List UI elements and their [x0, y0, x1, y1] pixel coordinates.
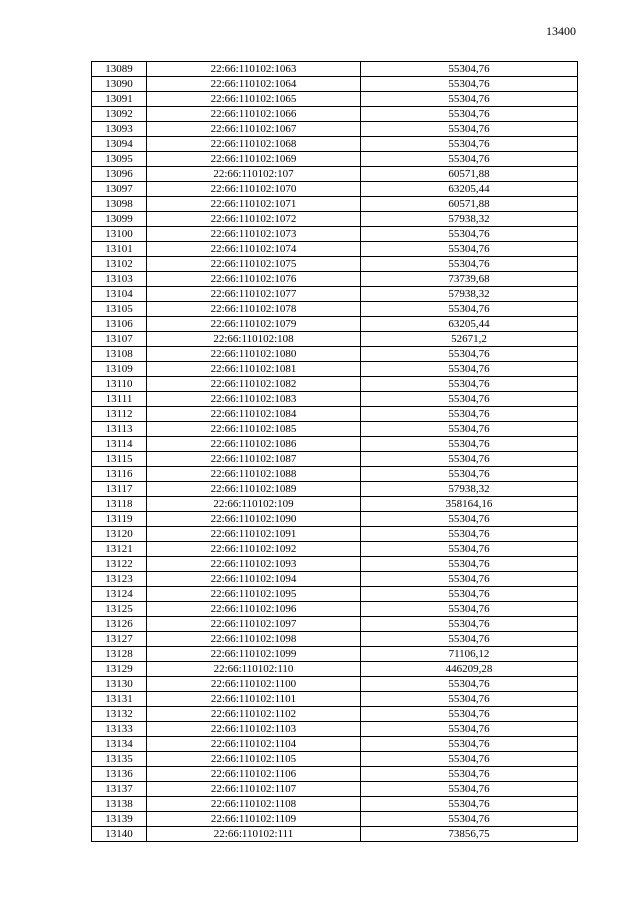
- cadastral-number-cell: 22:66:110102:1063: [147, 62, 361, 77]
- cadastral-number-cell: 22:66:110102:1079: [147, 317, 361, 332]
- row-number-cell: 13121: [92, 542, 147, 557]
- value-cell: 55304,76: [361, 452, 578, 467]
- value-cell: 55304,76: [361, 767, 578, 782]
- table-row: [92, 497, 578, 512]
- value-cell: 57938,32: [361, 212, 578, 227]
- row-number-cell: 13105: [92, 302, 147, 317]
- value-cell: 55304,76: [361, 407, 578, 422]
- table-row: [92, 632, 578, 647]
- table-row: [92, 77, 578, 92]
- table-row: [92, 212, 578, 227]
- row-number-cell: 13128: [92, 647, 147, 662]
- row-number-cell: 13114: [92, 437, 147, 452]
- cadastral-number-cell: 22:66:110102:1066: [147, 107, 361, 122]
- row-number-cell: 13091: [92, 92, 147, 107]
- value-cell: 55304,76: [361, 632, 578, 647]
- table-row: [92, 257, 578, 272]
- value-cell: 55304,76: [361, 572, 578, 587]
- value-cell: 55304,76: [361, 77, 578, 92]
- cadastral-number-cell: 22:66:110102:1108: [147, 797, 361, 812]
- table-row: [92, 122, 578, 137]
- table-row: [92, 392, 578, 407]
- table-row: [92, 662, 578, 677]
- cadastral-number-cell: 22:66:110102:1090: [147, 512, 361, 527]
- row-number-cell: 13103: [92, 272, 147, 287]
- table-row: [92, 482, 578, 497]
- cadastral-number-cell: 22:66:110102:109: [147, 497, 361, 512]
- table-row: [92, 677, 578, 692]
- cadastral-number-cell: 22:66:110102:110: [147, 662, 361, 677]
- value-cell: 55304,76: [361, 797, 578, 812]
- cadastral-number-cell: 22:66:110102:1097: [147, 617, 361, 632]
- cadastral-number-cell: 22:66:110102:1094: [147, 572, 361, 587]
- row-number-cell: 13115: [92, 452, 147, 467]
- row-number-cell: 13098: [92, 197, 147, 212]
- cadastral-number-cell: 22:66:110102:1091: [147, 527, 361, 542]
- value-cell: 55304,76: [361, 62, 578, 77]
- value-cell: 55304,76: [361, 677, 578, 692]
- table-row: [92, 812, 578, 827]
- table-row: [92, 557, 578, 572]
- value-cell: 73856,75: [361, 827, 578, 842]
- table-row: [92, 437, 578, 452]
- value-cell: 55304,76: [361, 737, 578, 752]
- table-row: [92, 317, 578, 332]
- cadastral-number-cell: 22:66:110102:1077: [147, 287, 361, 302]
- cadastral-number-cell: 22:66:110102:1075: [147, 257, 361, 272]
- cadastral-number-cell: 22:66:110102:1093: [147, 557, 361, 572]
- table-row: [92, 692, 578, 707]
- table-row: [92, 182, 578, 197]
- value-cell: 55304,76: [361, 242, 578, 257]
- cadastral-number-cell: 22:66:110102:1101: [147, 692, 361, 707]
- cadastral-number-cell: 22:66:110102:1067: [147, 122, 361, 137]
- value-cell: 55304,76: [361, 92, 578, 107]
- row-number-cell: 13116: [92, 467, 147, 482]
- table-row: [92, 62, 578, 77]
- cadastral-number-cell: 22:66:110102:1083: [147, 392, 361, 407]
- cadastral-number-cell: 22:66:110102:1065: [147, 92, 361, 107]
- row-number-cell: 13135: [92, 752, 147, 767]
- value-cell: 55304,76: [361, 422, 578, 437]
- row-number-cell: 13133: [92, 722, 147, 737]
- cadastral-number-cell: 22:66:110102:1092: [147, 542, 361, 557]
- table-row: [92, 152, 578, 167]
- table-row: [92, 752, 578, 767]
- row-number-cell: 13131: [92, 692, 147, 707]
- table-row: [92, 422, 578, 437]
- row-number-cell: 13129: [92, 662, 147, 677]
- cadastral-number-cell: 22:66:110102:1085: [147, 422, 361, 437]
- cadastral-number-cell: 22:66:110102:1087: [147, 452, 361, 467]
- table-row: [92, 617, 578, 632]
- cadastral-number-cell: 22:66:110102:1102: [147, 707, 361, 722]
- row-number-cell: 13099: [92, 212, 147, 227]
- row-number-cell: 13090: [92, 77, 147, 92]
- row-number-cell: 13127: [92, 632, 147, 647]
- row-number-cell: 13111: [92, 392, 147, 407]
- value-cell: 55304,76: [361, 722, 578, 737]
- value-cell: 71106,12: [361, 647, 578, 662]
- table-row: [92, 92, 578, 107]
- value-cell: 57938,32: [361, 482, 578, 497]
- page-number: 13400: [546, 24, 576, 38]
- value-cell: 55304,76: [361, 512, 578, 527]
- value-cell: 55304,76: [361, 692, 578, 707]
- value-cell: 55304,76: [361, 137, 578, 152]
- table-row: [92, 782, 578, 797]
- cadastral-number-cell: 22:66:110102:1068: [147, 137, 361, 152]
- value-cell: 60571,88: [361, 197, 578, 212]
- cadastral-number-cell: 22:66:110102:1076: [147, 272, 361, 287]
- row-number-cell: 13089: [92, 62, 147, 77]
- value-cell: 57938,32: [361, 287, 578, 302]
- row-number-cell: 13139: [92, 812, 147, 827]
- row-number-cell: 13140: [92, 827, 147, 842]
- table-row: [92, 107, 578, 122]
- value-cell: 55304,76: [361, 122, 578, 137]
- value-cell: 55304,76: [361, 152, 578, 167]
- table-row: [92, 377, 578, 392]
- value-cell: 55304,76: [361, 752, 578, 767]
- row-number-cell: 13112: [92, 407, 147, 422]
- value-cell: 55304,76: [361, 602, 578, 617]
- value-cell: 63205,44: [361, 182, 578, 197]
- table-row: [92, 197, 578, 212]
- row-number-cell: 13106: [92, 317, 147, 332]
- value-cell: 55304,76: [361, 437, 578, 452]
- table-row: [92, 722, 578, 737]
- row-number-cell: 13118: [92, 497, 147, 512]
- row-number-cell: 13124: [92, 587, 147, 602]
- row-number-cell: 13137: [92, 782, 147, 797]
- table-row: [92, 137, 578, 152]
- value-cell: 55304,76: [361, 587, 578, 602]
- table-row: [92, 302, 578, 317]
- row-number-cell: 13110: [92, 377, 147, 392]
- value-cell: 73739,68: [361, 272, 578, 287]
- cadastral-number-cell: 22:66:110102:1080: [147, 347, 361, 362]
- cadastral-number-cell: 22:66:110102:1086: [147, 437, 361, 452]
- value-cell: 55304,76: [361, 227, 578, 242]
- cadastral-number-cell: 22:66:110102:1096: [147, 602, 361, 617]
- row-number-cell: 13123: [92, 572, 147, 587]
- table-row: [92, 347, 578, 362]
- table-body: [92, 62, 578, 842]
- value-cell: 55304,76: [361, 812, 578, 827]
- table-row: [92, 332, 578, 347]
- table-row: [92, 542, 578, 557]
- value-cell: 60571,88: [361, 167, 578, 182]
- table-row: [92, 452, 578, 467]
- row-number-cell: 13104: [92, 287, 147, 302]
- cadastral-number-cell: 22:66:110102:1107: [147, 782, 361, 797]
- row-number-cell: 13120: [92, 527, 147, 542]
- table-row: [92, 572, 578, 587]
- table-row: [92, 272, 578, 287]
- row-number-cell: 13130: [92, 677, 147, 692]
- table-row: [92, 362, 578, 377]
- cadastral-number-cell: 22:66:110102:111: [147, 827, 361, 842]
- cadastral-number-cell: 22:66:110102:1089: [147, 482, 361, 497]
- table-row: [92, 797, 578, 812]
- cadastral-number-cell: 22:66:110102:1078: [147, 302, 361, 317]
- cadastral-number-cell: 22:66:110102:1081: [147, 362, 361, 377]
- table-row: [92, 767, 578, 782]
- value-cell: 55304,76: [361, 557, 578, 572]
- table-row: [92, 707, 578, 722]
- row-number-cell: 13109: [92, 362, 147, 377]
- cadastral-number-cell: 22:66:110102:1084: [147, 407, 361, 422]
- cadastral-number-cell: 22:66:110102:107: [147, 167, 361, 182]
- cadastral-number-cell: 22:66:110102:1070: [147, 182, 361, 197]
- cadastral-number-cell: 22:66:110102:1100: [147, 677, 361, 692]
- value-cell: 55304,76: [361, 467, 578, 482]
- row-number-cell: 13125: [92, 602, 147, 617]
- cadastral-number-cell: 22:66:110102:1082: [147, 377, 361, 392]
- row-number-cell: 13100: [92, 227, 147, 242]
- cadastral-number-cell: 22:66:110102:1095: [147, 587, 361, 602]
- cadastral-number-cell: 22:66:110102:1098: [147, 632, 361, 647]
- cadastral-number-cell: 22:66:110102:1072: [147, 212, 361, 227]
- row-number-cell: 13092: [92, 107, 147, 122]
- cadastral-number-cell: 22:66:110102:1106: [147, 767, 361, 782]
- cadastral-number-cell: 22:66:110102:1103: [147, 722, 361, 737]
- value-cell: 446209,28: [361, 662, 578, 677]
- table-row: [92, 647, 578, 662]
- table-row: [92, 512, 578, 527]
- row-number-cell: 13136: [92, 767, 147, 782]
- value-cell: 55304,76: [361, 347, 578, 362]
- row-number-cell: 13101: [92, 242, 147, 257]
- row-number-cell: 13102: [92, 257, 147, 272]
- row-number-cell: 13126: [92, 617, 147, 632]
- cadastral-number-cell: 22:66:110102:1064: [147, 77, 361, 92]
- value-cell: 52671,2: [361, 332, 578, 347]
- cadastral-number-cell: 22:66:110102:1109: [147, 812, 361, 827]
- value-cell: 55304,76: [361, 362, 578, 377]
- cadastral-number-cell: 22:66:110102:1071: [147, 197, 361, 212]
- value-cell: 55304,76: [361, 707, 578, 722]
- value-cell: 55304,76: [361, 107, 578, 122]
- table-row: [92, 467, 578, 482]
- row-number-cell: 13094: [92, 137, 147, 152]
- table-row: [92, 242, 578, 257]
- row-number-cell: 13113: [92, 422, 147, 437]
- row-number-cell: 13108: [92, 347, 147, 362]
- row-number-cell: 13095: [92, 152, 147, 167]
- table-row: [92, 587, 578, 602]
- table-row: [92, 407, 578, 422]
- cadastral-number-cell: 22:66:110102:108: [147, 332, 361, 347]
- row-number-cell: 13107: [92, 332, 147, 347]
- row-number-cell: 13097: [92, 182, 147, 197]
- row-number-cell: 13132: [92, 707, 147, 722]
- value-cell: 358164,16: [361, 497, 578, 512]
- value-cell: 55304,76: [361, 617, 578, 632]
- table-row: [92, 527, 578, 542]
- value-cell: 55304,76: [361, 302, 578, 317]
- row-number-cell: 13122: [92, 557, 147, 572]
- row-number-cell: 13134: [92, 737, 147, 752]
- row-number-cell: 13093: [92, 122, 147, 137]
- cadastral-number-cell: 22:66:110102:1069: [147, 152, 361, 167]
- table-row: [92, 227, 578, 242]
- value-cell: 55304,76: [361, 392, 578, 407]
- data-table: [91, 61, 578, 842]
- value-cell: 63205,44: [361, 317, 578, 332]
- row-number-cell: 13096: [92, 167, 147, 182]
- value-cell: 55304,76: [361, 257, 578, 272]
- cadastral-number-cell: 22:66:110102:1074: [147, 242, 361, 257]
- cadastral-number-cell: 22:66:110102:1099: [147, 647, 361, 662]
- value-cell: 55304,76: [361, 542, 578, 557]
- row-number-cell: 13138: [92, 797, 147, 812]
- cadastral-number-cell: 22:66:110102:1073: [147, 227, 361, 242]
- table-row: [92, 167, 578, 182]
- value-cell: 55304,76: [361, 782, 578, 797]
- table-row: [92, 827, 578, 842]
- value-cell: 55304,76: [361, 377, 578, 392]
- table-row: [92, 287, 578, 302]
- row-number-cell: 13117: [92, 482, 147, 497]
- cadastral-number-cell: 22:66:110102:1088: [147, 467, 361, 482]
- value-cell: 55304,76: [361, 527, 578, 542]
- table-row: [92, 737, 578, 752]
- cadastral-number-cell: 22:66:110102:1105: [147, 752, 361, 767]
- cadastral-number-cell: 22:66:110102:1104: [147, 737, 361, 752]
- row-number-cell: 13119: [92, 512, 147, 527]
- table-row: [92, 602, 578, 617]
